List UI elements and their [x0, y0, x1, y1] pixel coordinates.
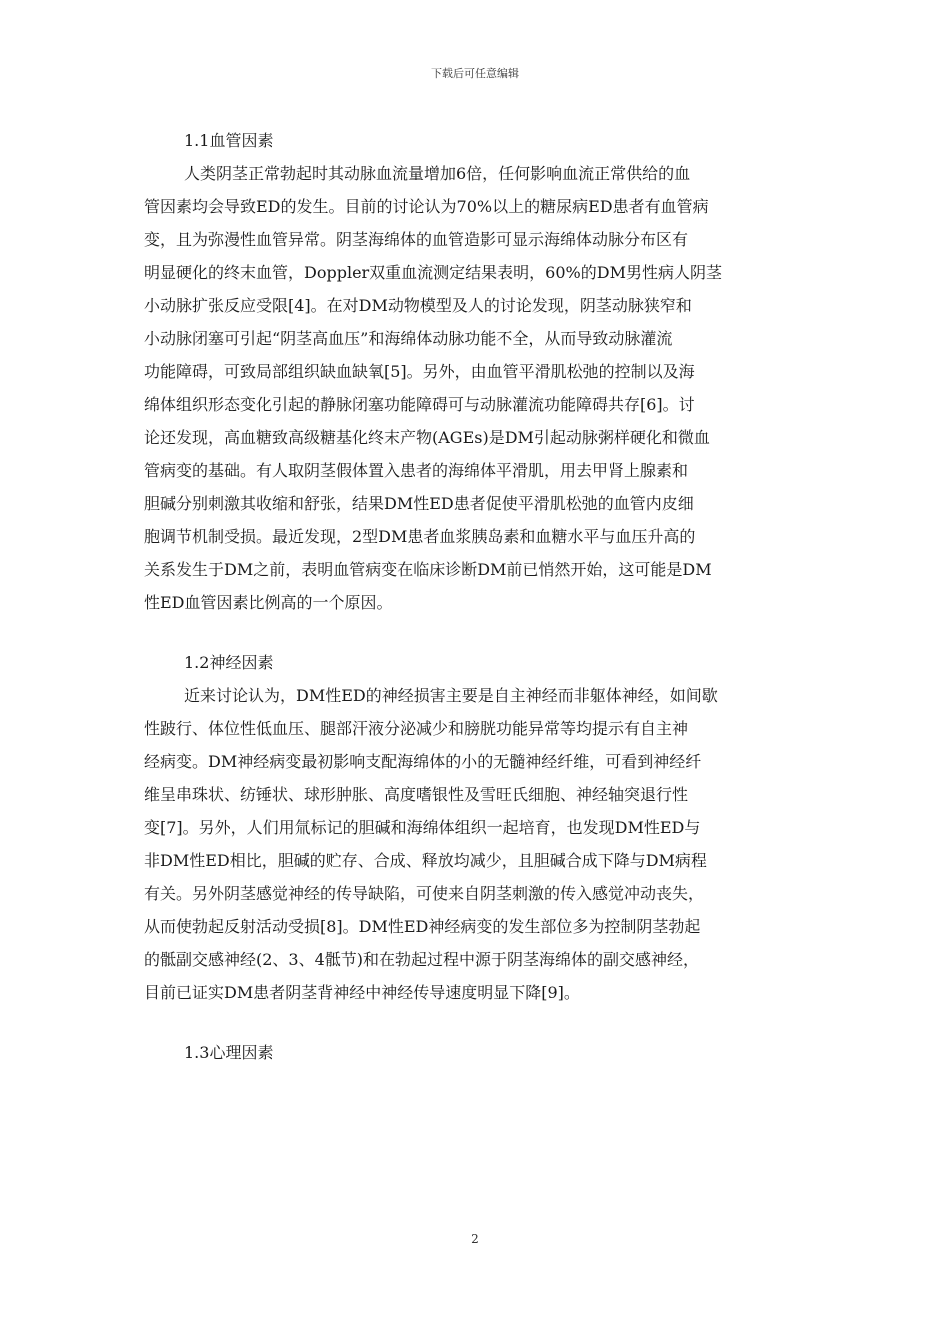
paragraph-line: 小动脉扩张反应受限[4]。在对DM动物模型及人的讨论发现，阴茎动脉狭窄和	[144, 296, 692, 315]
section-heading-neural: 1.2神经因素	[184, 653, 274, 672]
section-heading-vascular: 1.1血管因素	[184, 131, 274, 150]
paragraph-line: 经病变。DM神经病变最初影响支配海绵体的小的无髓神经纤维，可看到神经纤	[144, 752, 702, 771]
paragraph-line: 维呈串珠状、纺锤状、球形肿胀、高度嗜银性及雪旺氏细胞、神经轴突退行性	[144, 785, 689, 804]
paragraph-line: 目前已证实DM患者阴茎背神经中神经传导速度明显下降[9]。	[144, 983, 580, 1002]
paragraph-line: 从而使勃起反射活动受损[8]。DM性ED神经病变的发生部位多为控制阴茎勃起	[144, 917, 701, 936]
paragraph-line: 胆碱分别刺激其收缩和舒张，结果DM性ED患者促使平滑肌松弛的血管内皮细	[144, 494, 694, 513]
document-body	[144, 125, 814, 1069]
paragraph-line: 性跛行、体位性低血压、腿部汗液分泌减少和膀胱功能异常等均提示有自主神	[144, 719, 689, 738]
paragraph-line: 非DM性ED相比，胆碱的贮存、合成、释放均减少，且胆碱合成下降与DM病程	[144, 851, 707, 870]
paragraph-line: 性ED血管因素比例高的一个原因。	[144, 593, 393, 612]
paragraph-line: 胞调节机制受损。最近发现，2型DM患者血浆胰岛素和血糖水平与血压升高的	[144, 527, 696, 546]
paragraph-line: 人类阴茎正常勃起时其动脉血流量增加6倍，任何影响血流正常供给的血	[184, 164, 691, 183]
paragraph-line: 近来讨论认为，DM性ED的神经损害主要是自主神经而非躯体神经，如间歇	[184, 686, 718, 705]
paragraph-line: 管因素均会导致ED的发生。目前的讨论认为70%以上的糖尿病ED患者有血管病	[144, 197, 709, 216]
paragraph-line: 变，且为弥漫性血管异常。阴茎海绵体的血管造影可显示海绵体动脉分布区有	[144, 230, 689, 249]
section-spacer	[144, 1009, 814, 1037]
paragraph-line: 关系发生于DM之前，表明血管病变在临床诊断DM前已悄然开始，这可能是DM	[144, 560, 712, 579]
paragraph-line: 绵体组织形态变化引起的静脉闭塞功能障碍可与动脉灌流功能障碍共存[6]。讨	[144, 395, 695, 414]
page-header: 下载后可任意编辑	[431, 67, 519, 80]
paragraph-line: 管病变的基础。有人取阴茎假体置入患者的海绵体平滑肌，用去甲肾上腺素和	[144, 461, 689, 480]
paragraph-line: 变[7]。另外，人们用氚标记的胆碱和海绵体组织一起培育，也发现DM性ED与	[144, 818, 701, 837]
paragraph-line: 有关。另外阴茎感觉神经的传导缺陷，可使来自阴茎刺激的传入感觉冲动丧失，	[144, 884, 705, 903]
paragraph-line: 明显硬化的终末血管，Doppler双重血流测定结果表明，60%的DM男性病人阴茎	[144, 263, 722, 282]
page-number: 2	[471, 1232, 479, 1246]
paragraph-line: 论还发现，高血糖致高级糖基化终末产物(AGEs)是DM引起动脉粥样硬化和微血	[144, 428, 710, 447]
section-heading-psychological: 1.3心理因素	[184, 1043, 274, 1062]
paragraph-line: 的骶副交感神经(2、3、4骶节)和在勃起过程中源于阴茎海绵体的副交感神经，	[144, 950, 700, 969]
paragraph-line: 功能障碍，可致局部组织缺血缺氧[5]。另外，由血管平滑肌松弛的控制以及海	[144, 362, 695, 381]
section-spacer	[144, 619, 814, 647]
paragraph-line: 小动脉闭塞可引起“阴茎高血压”和海绵体动脉功能不全，从而导致动脉灌流	[144, 329, 673, 348]
